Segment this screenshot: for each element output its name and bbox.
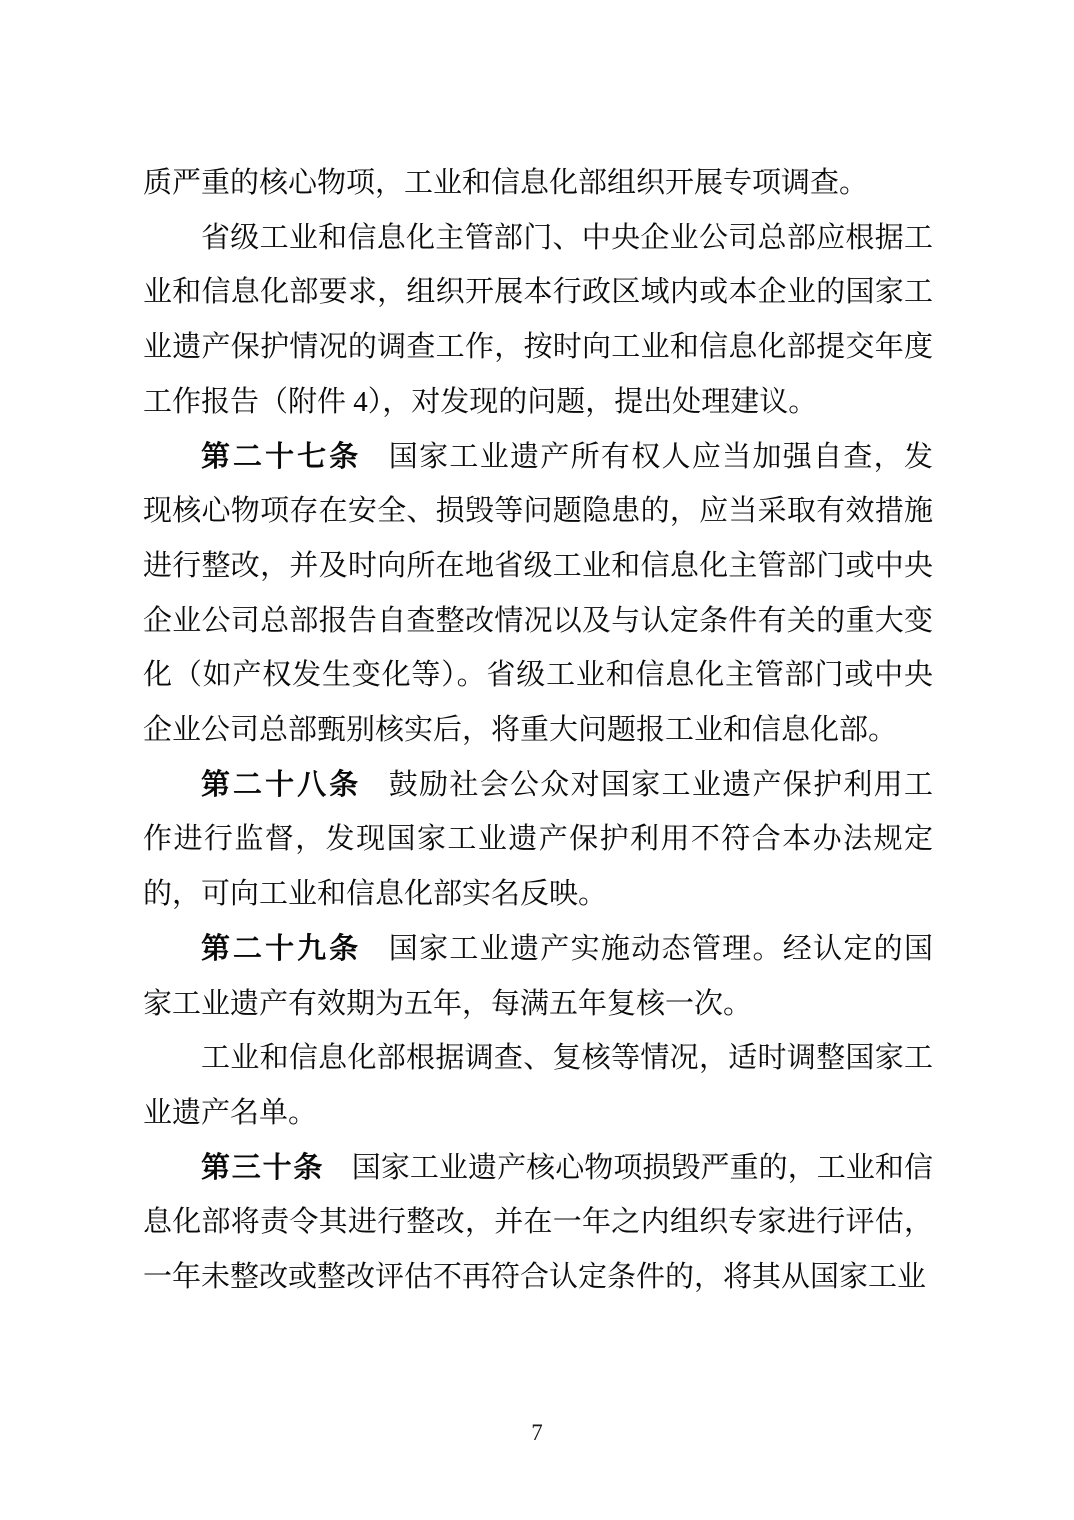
paragraph	[143, 1031, 933, 1140]
paragraph-text: 国家工业遗产实施动态管理。经认定的国家工业遗产有效期为五年，每满五年复核一次。	[143, 932, 933, 1020]
paragraph	[143, 211, 933, 430]
article-number: 第三十条	[201, 1151, 325, 1184]
paragraph	[143, 922, 933, 1031]
paragraph-text: 鼓励社会公众对国家工业遗产保护利用工作进行监督，发现国家工业遗产保护利用不符合本办法规定的，可向工业和信息化部实名反映。	[143, 768, 933, 911]
paragraph-text: 国家工业遗产核心物项损毁严重的，工业和信息化部将责令其进行整改，并在一年之内组织专家进行评估，一年未整改或整改评估不再符合认定条件的，将其从国家工业	[143, 1151, 933, 1294]
paragraph	[143, 1141, 933, 1305]
document-body	[143, 156, 933, 1305]
article-number: 第二十九条	[201, 932, 362, 965]
article-number: 第二十八条	[201, 768, 362, 801]
paragraph-text: 质严重的核心物项，工业和信息化部组织开展专项调查。	[143, 167, 869, 199]
paragraph	[143, 758, 933, 922]
article-number: 第二十七条	[201, 440, 362, 473]
page-footer	[0, 1418, 1074, 1448]
paragraph	[143, 156, 933, 211]
paragraph-text: 省级工业和信息化主管部门、中央企业公司总部应根据工业和信息化部要求，组织开展本行政区域内或本企业的国家工业遗产保护情况的调查工作，按时向工业和信息化部提交年度工作报告（附件 4），对发现的问题，提出处理建议。	[143, 221, 933, 418]
paragraph-text: 国家工业遗产所有权人应当加强自查，发现核心物项存在安全、损毁等问题隐患的，应当采取有效措施进行整改，并及时向所在地省级工业和信息化主管部门或中央企业公司总部报告自查整改情况以及与认定条件有关的重大变化（如产权发生变化等）。省级工业和信息化主管部门或中央企业公司总部甄别核实后，将重大问题报工业和信息化部。	[143, 440, 933, 747]
page-number: 7	[531, 1420, 543, 1445]
paragraph	[143, 430, 933, 758]
paragraph-text: 工业和信息化部根据调查、复核等情况，适时调整国家工业遗产名单。	[143, 1042, 933, 1129]
